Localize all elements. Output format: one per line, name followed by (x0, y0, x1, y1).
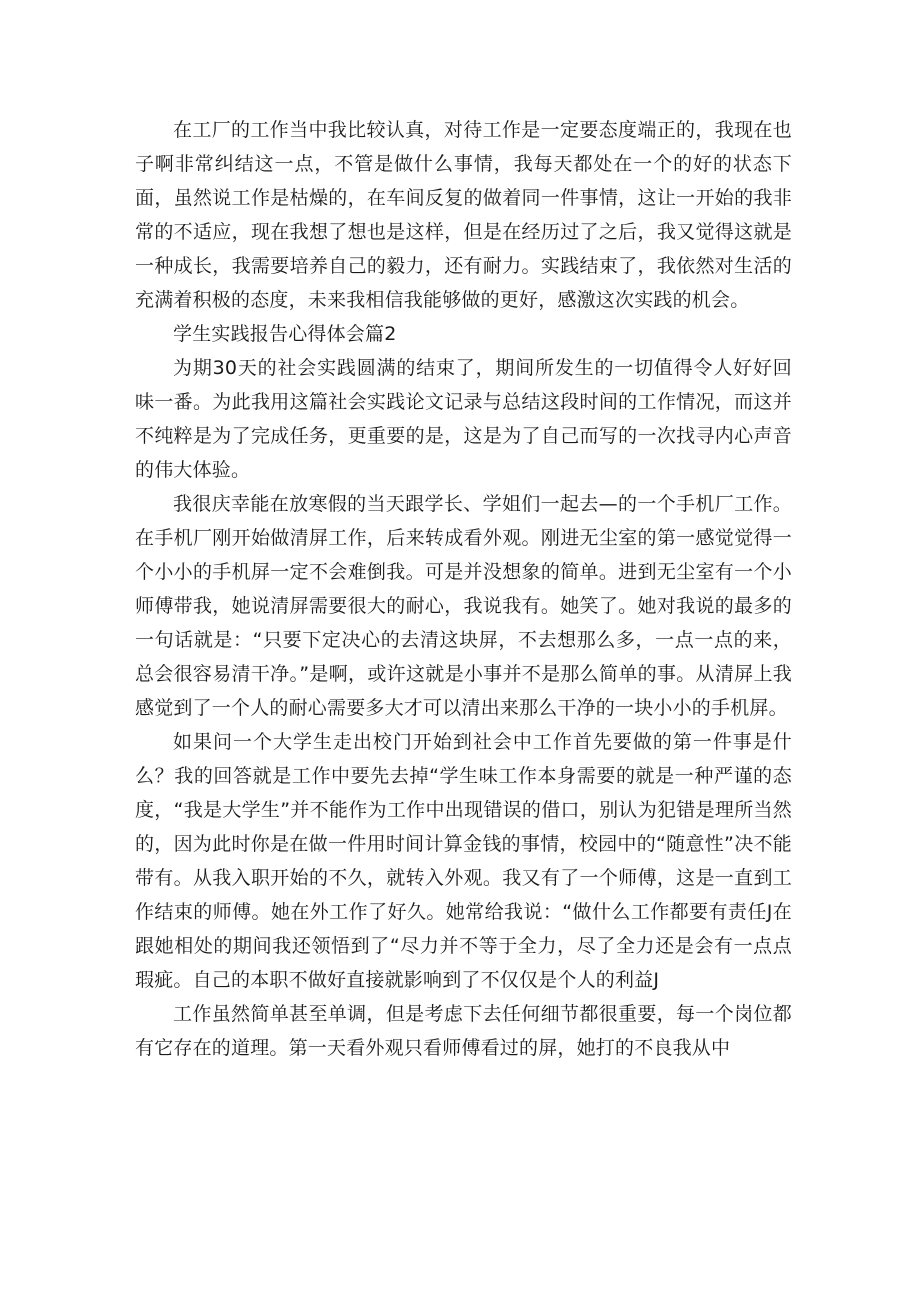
paragraph-phone-factory: 我很庆幸能在放寒假的当天跟学长、学姐们一起去—的一个手机厂工作。在手机厂刚开始做清屏工作，后来转成看外观。刚进无尘室的第一感觉觉得一个小小的手机屏一定不会难倒我。可是并没想象的简单。进到无尘室有一个小师傅带我，她说清屏需要很大的耐心，我说我有。她笑了。她对我说的最多的一句话就是：“只要下定决心的去清这块屏，不去想那么多，一点一点的来，总会很容易清干净。”是啊，或许这就是小事并不是那么简单的事。从清屏上我感觉到了一个人的耐心需要多大才可以清出来那么干净的一块小小的手机屏。 (135, 493, 792, 719)
paragraph-simple-work: 工作虽然简单甚至单调，但是考虑下去任何细节都很重要，每一个岗位都有它存在的道理。第一天看外观只看师傅看过的屏，她打的不良我从中 (135, 1003, 792, 1059)
section-heading: 学生实践报告心得体会篇2 (173, 323, 397, 345)
paragraph-factory-work: 在工厂的工作当中我比较认真，对待工作是一定要态度端正的，我现在也子啊非常纠结这一点，不管是做什么事情，我每天都处在一个的好的状态下面，虽然说工作是枯燥的，在车间反复的做着同一件事情，这让一开始的我非常的不适应，现在我想了想也是这样，但是在经历过了之后，我又觉得这就是一种成长，我需要培养自己的毅力，还有耐力。实践结束了，我依然对生活的充满着积极的态度，未来我相信我能够做的更好，感激这次实践的机会。 (135, 119, 792, 311)
paragraph-30-days: 为期30天的社会实践圆满的结束了，期间所发生的一切值得令人好好回味一番。为此我用这篇社会实践论文记录与总结这段时间的工作情况，而这并不纯粹是为了完成任务，更重要的是，这是为了自己而写的一次找寻内心声音的伟大体验。 (135, 357, 792, 481)
paragraph-student-attitude: 如果问一个大学生走出校门开始到社会中工作首先要做的第一件事是什么？我的回答就是工作中要先去掉“学生味工作本身需要的就是一种严谨的态度，“我是大学生”并不能作为工作中出现错误的借口，别认为犯错是理所当然的，因为此时你是在做一件用时间计算金钱的事情，校园中的“随意性”决不能带有。从我入职开始的不久，就转入外观。我又有了一个师傅，这是一直到工作结束的师傅。她在外工作了好久。她常给我说：“做什么工作都要有责任J在跟她相处的期间我还领悟到了“尽力并不等于全力，尽了全力还是会有一点点瑕疵。自己的本职不做好直接就影响到了不仅仅是个人的利益J (135, 731, 792, 991)
document-body (135, 113, 792, 1065)
